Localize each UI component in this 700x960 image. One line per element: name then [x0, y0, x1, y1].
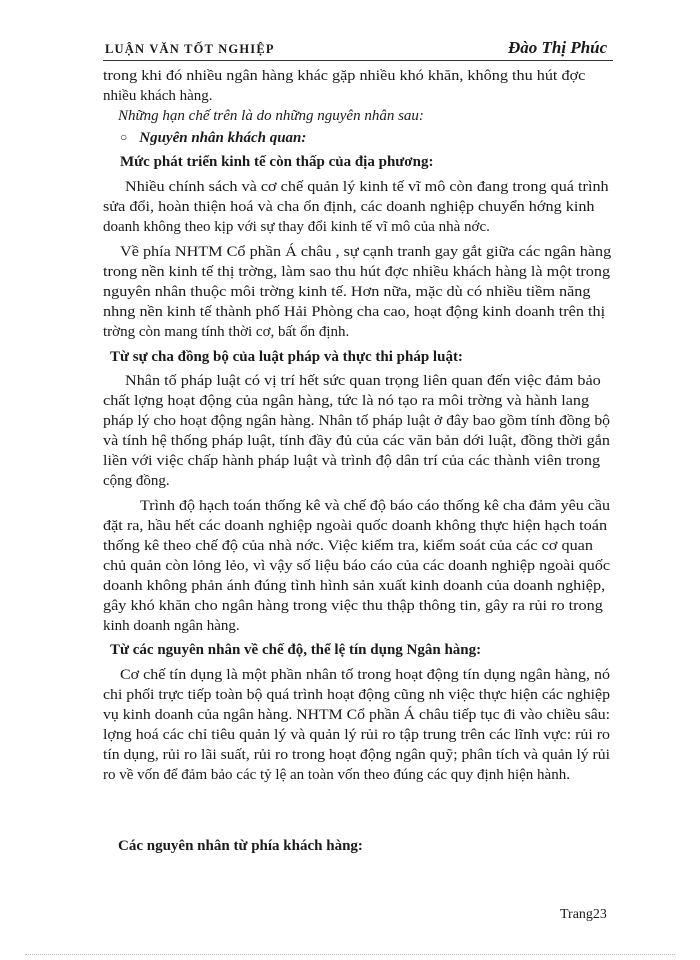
text-line-content: liền với việc chấp hành pháp luật và trình độ dân trí của các thành viên trong	[103, 453, 601, 469]
text-line-content: Từ sự cha đồng bộ của luật pháp và thực thi pháp luật:	[110, 349, 463, 365]
text-line	[103, 745, 610, 765]
text-line-content: nguyên nhân thuộc môi trờng kinh tế. Hơn nữa, mặc dù có nhiều tiềm năng	[103, 284, 591, 300]
text-line-content: trong nền kinh tế thị trờng, làm sao thu hút đợc nhiều khách hàng là một trong	[103, 264, 611, 280]
text-line-content: và tính hệ thống pháp luật, tính đầy đủ của các văn bản dới luật, đồng thời gắn	[103, 433, 610, 449]
text-line-content: chi phối trực tiếp toàn bộ quá trình hoạt động cũng nh việc thực hiện các nghiệp	[103, 687, 611, 703]
text-line-content: Cơ chế tín dụng là một phần nhân tố trong hoạt động tín dụng ngân hàng, nó	[120, 667, 610, 683]
text-line-content: Nguyên nhân khách quan:	[139, 130, 307, 146]
text-line	[120, 242, 611, 262]
text-line	[103, 556, 610, 576]
text-line	[140, 496, 610, 516]
text-line	[103, 431, 610, 451]
footer-divider	[25, 954, 675, 955]
text-line	[103, 596, 603, 616]
text-line-content: Mức phát triển kinh tế còn thấp của địa phương:	[120, 154, 434, 170]
text-line	[118, 836, 363, 856]
text-line	[103, 516, 607, 536]
header-divider	[103, 60, 613, 61]
text-line-content: sửa đổi, hoàn thiện hoá và cha ổn định, các doanh nghiệp chuyển hớng kinh	[103, 199, 595, 215]
text-line-content: trong khi đó nhiều ngân hàng khác gặp nhiều khó khăn, không thu hút đợc	[103, 68, 586, 84]
header-thesis-title: LUẬN VĂN TỐT NGHIỆP	[105, 42, 275, 56]
text-line-content: tín dụng, rủi ro lãi suất, rủi ro trong hoạt động ngân quỹ; phân tích và quản lý rủi	[103, 747, 610, 763]
text-line-content: Nhiều chính sách và cơ chế quản lý kinh tế vĩ mô còn đang trong quá trình	[125, 179, 609, 195]
text-line-content: lợng hoá các chỉ tiêu quản lý và quản lý rủi ro tập trung trên các lĩnh vực: rủi ro	[103, 727, 611, 743]
text-line-content: thống kê theo chế độ của nhà nớc. Việc kiểm tra, kiểm soát của các cơ quan	[103, 538, 593, 554]
text-line	[103, 536, 593, 556]
text-line	[120, 665, 610, 685]
text-line	[103, 282, 591, 302]
text-line-content: đặt ra, hầu hết các doanh nghiệp ngoài quốc doanh không thực hiện hạch toán	[103, 518, 608, 534]
text-line-content: nhng nền kinh tế thành phố Hải Phòng cha cao, hoạt động kinh doanh trên thị	[103, 304, 606, 320]
text-line	[103, 197, 595, 217]
text-line	[125, 177, 609, 197]
text-line-content: Từ các nguyên nhân về chế độ, thể lệ tín dụng Ngân hàng:	[110, 642, 482, 658]
bullet-circle-icon: ○	[120, 130, 128, 144]
text-line	[103, 262, 610, 282]
text-line	[120, 152, 433, 172]
text-line	[118, 106, 424, 126]
text-line-content: cộng đồng.	[103, 473, 170, 489]
text-line-content: chủ quản còn lỏng lẻo, vì vậy số liệu báo cáo của các doanh nghiệp ngoài quốc	[103, 558, 610, 574]
text-line-content: Những hạn chế trên là do những nguyên nhân sau:	[118, 108, 424, 124]
text-line-content: vụ kinh doanh của ngân hàng. NHTM Cổ phần Á châu tiếp tục đi vào chiều sâu:	[103, 707, 610, 723]
text-line	[103, 576, 605, 596]
header-author-name: Đào Thị Phúc	[508, 38, 608, 57]
text-line	[103, 685, 610, 705]
text-line	[103, 616, 240, 636]
text-line-content: ro về vốn để đảm bảo các tỷ lệ an toàn vốn theo đúng các quy định hiện hành.	[103, 767, 570, 783]
text-line	[103, 217, 490, 237]
text-line-content: Trình độ hạch toán thống kê và chế độ báo cáo thống kê cha đảm yêu cầu	[140, 498, 610, 514]
text-line	[103, 302, 605, 322]
text-line	[103, 451, 600, 471]
text-line	[125, 371, 601, 391]
text-line	[103, 765, 570, 785]
text-line	[103, 705, 610, 725]
text-line	[103, 322, 349, 342]
text-line	[110, 640, 481, 660]
text-line	[120, 128, 306, 148]
text-line-content: doanh không phản ánh đúng tình hình sản xuất kinh doanh của doanh nghiệp,	[103, 578, 606, 594]
text-line	[110, 347, 463, 367]
text-line	[103, 471, 170, 491]
text-line	[103, 66, 585, 86]
text-line-content: Về phía NHTM Cổ phần Á châu , sự cạnh tranh gay gắt giữa các ngân hàng	[120, 244, 612, 260]
text-line-content: kinh doanh ngân hàng.	[103, 618, 240, 634]
text-line-content: chất lợng hoạt động của ngân hàng, tức là nó tạo ra môi trờng và hành lang	[103, 393, 590, 409]
text-line	[103, 411, 610, 431]
text-line-content: gây khó khăn cho ngân hàng trong việc thu thập thông tin, gây ra rủi ro trong	[103, 598, 603, 614]
text-line	[103, 86, 213, 106]
text-line-content: trờng còn mang tính thời cơ, bất ổn định.	[103, 324, 350, 340]
text-line-content: pháp lý cho hoạt động ngân hàng. Nhân tố pháp luật ở đây bao gồm tính đồng bộ	[103, 413, 610, 429]
text-line-content: nhiều khách hàng.	[103, 88, 213, 104]
text-line-content: doanh không theo kịp với sự thay đổi kinh tế vĩ mô của nhà nớc.	[103, 219, 490, 235]
text-line	[103, 725, 610, 745]
text-line-content: Các nguyên nhân từ phía khách hàng:	[118, 838, 363, 854]
text-line-content: Nhân tố pháp luật có vị trí hết sức quan trọng liên quan đến việc đảm bảo	[125, 373, 601, 389]
text-line	[103, 391, 589, 411]
page-number: Trang23	[560, 907, 607, 922]
